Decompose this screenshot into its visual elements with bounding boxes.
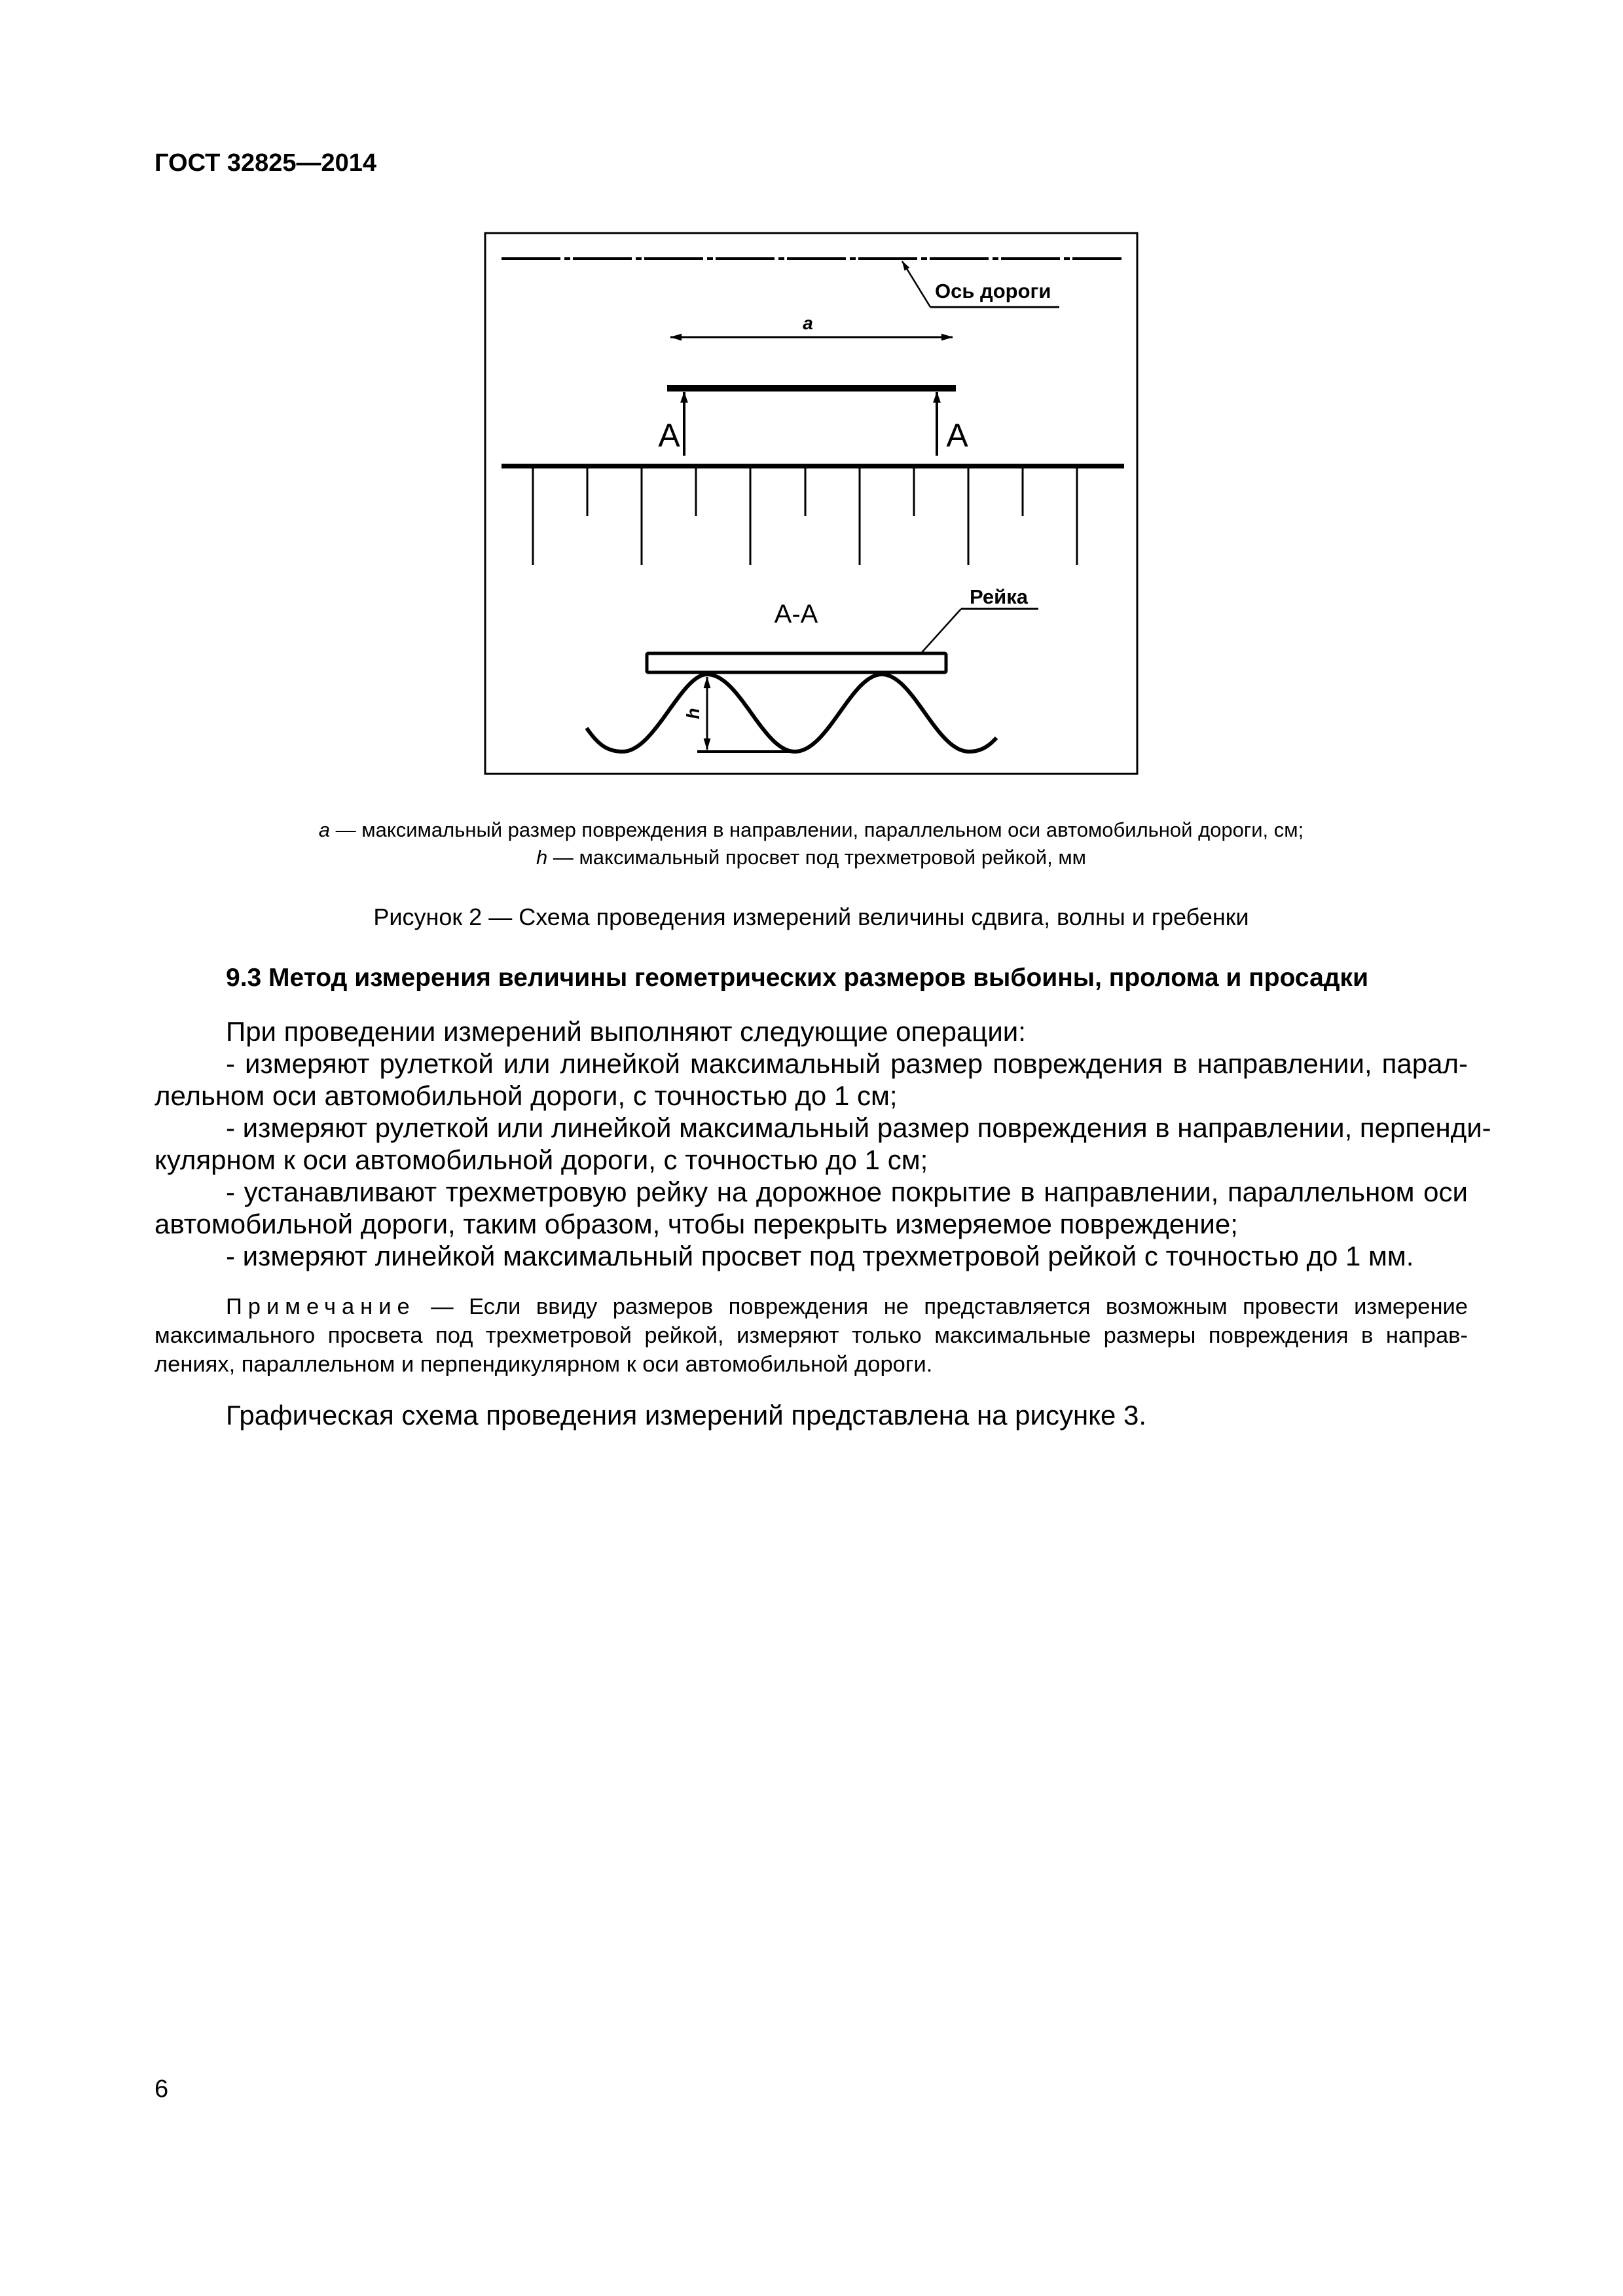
figure-legend-h — [155, 846, 1468, 869]
figure-legend-a — [155, 818, 1468, 842]
body-line: - устанавливают трехметровую рейку на дорожное покрытие в направлении, параллельном оси — [226, 1176, 1468, 1207]
legend-symbol: a — [318, 818, 331, 841]
figure-diagram — [0, 0, 1623, 786]
section-mark-left: А — [658, 417, 680, 454]
section-mark-right: А — [946, 417, 968, 454]
figure-caption: Рисунок 2 — Схема проведения измерений величины сдвига, волны и гребенки — [373, 903, 1249, 930]
rail-section — [647, 653, 946, 672]
dimension-h-label: h — [683, 708, 703, 720]
legend-symbol: h — [536, 846, 548, 869]
page-number: 6 — [155, 2075, 169, 2103]
dimension-a-label: a — [803, 313, 813, 333]
body-line: автомобильной дороги, таким образом, чтобы перекрыть измеряемое повреждение; — [155, 1209, 1238, 1239]
body-line: - измеряют рулеткой или линейкой максимальный размер повреждения в направлении, парал- — [226, 1048, 1468, 1079]
body-line: лельном оси автомобильной дороги, с точностью до 1 см; — [155, 1080, 898, 1111]
rail-label: Рейка — [970, 585, 1028, 608]
note-line: лениях, параллельном и перпендикулярном к оси автомобильной дороги. — [155, 1352, 933, 1377]
note-line — [226, 1292, 1468, 1321]
body-line: кулярном к оси автомобильной дороги, с точностью до 1 см; — [155, 1144, 928, 1175]
note-line: максимального просвета под трехметровой рейкой, измеряют только максимальные размеры повреждения в направ- — [155, 1323, 1468, 1348]
note-label: Примечание — [226, 1294, 416, 1319]
section-title: А-А — [774, 600, 818, 629]
legend-text: — максимальный размер повреждения в направлении, параллельном оси автомобильной дороги, см; — [330, 818, 1304, 841]
closing-paragraph: Графическая схема проведения измерений представлена на рисунке 3. — [226, 1400, 1147, 1430]
note-text: — Если ввиду размеров повреждения не представляется возможным провести измерение — [415, 1294, 1468, 1319]
document-header-id: ГОСТ 32825—2014 — [155, 149, 377, 177]
body-line: - измеряют рулеткой или линейкой максимальный размер повреждения в направлении, перпенди- — [226, 1112, 1491, 1143]
section-heading: 9.3 Метод измерения величины геометрических размеров выбоины, пролома и просадки — [226, 964, 1369, 992]
body-line: При проведении измерений выполняют следующие операции: — [226, 1016, 1026, 1047]
road-edge-ticks — [533, 466, 1077, 565]
body-line: - измеряют линейкой максимальный просвет под трехметровой рейкой с точностью до 1 мм. — [226, 1241, 1414, 1271]
road-wave-profile — [587, 674, 996, 752]
legend-text: — максимальный просвет под трехметровой рейкой, мм — [547, 846, 1086, 869]
road-axis-label: Ось дороги — [935, 280, 1051, 302]
road-axis-leader — [902, 261, 930, 307]
rail-plan-view — [667, 385, 956, 392]
